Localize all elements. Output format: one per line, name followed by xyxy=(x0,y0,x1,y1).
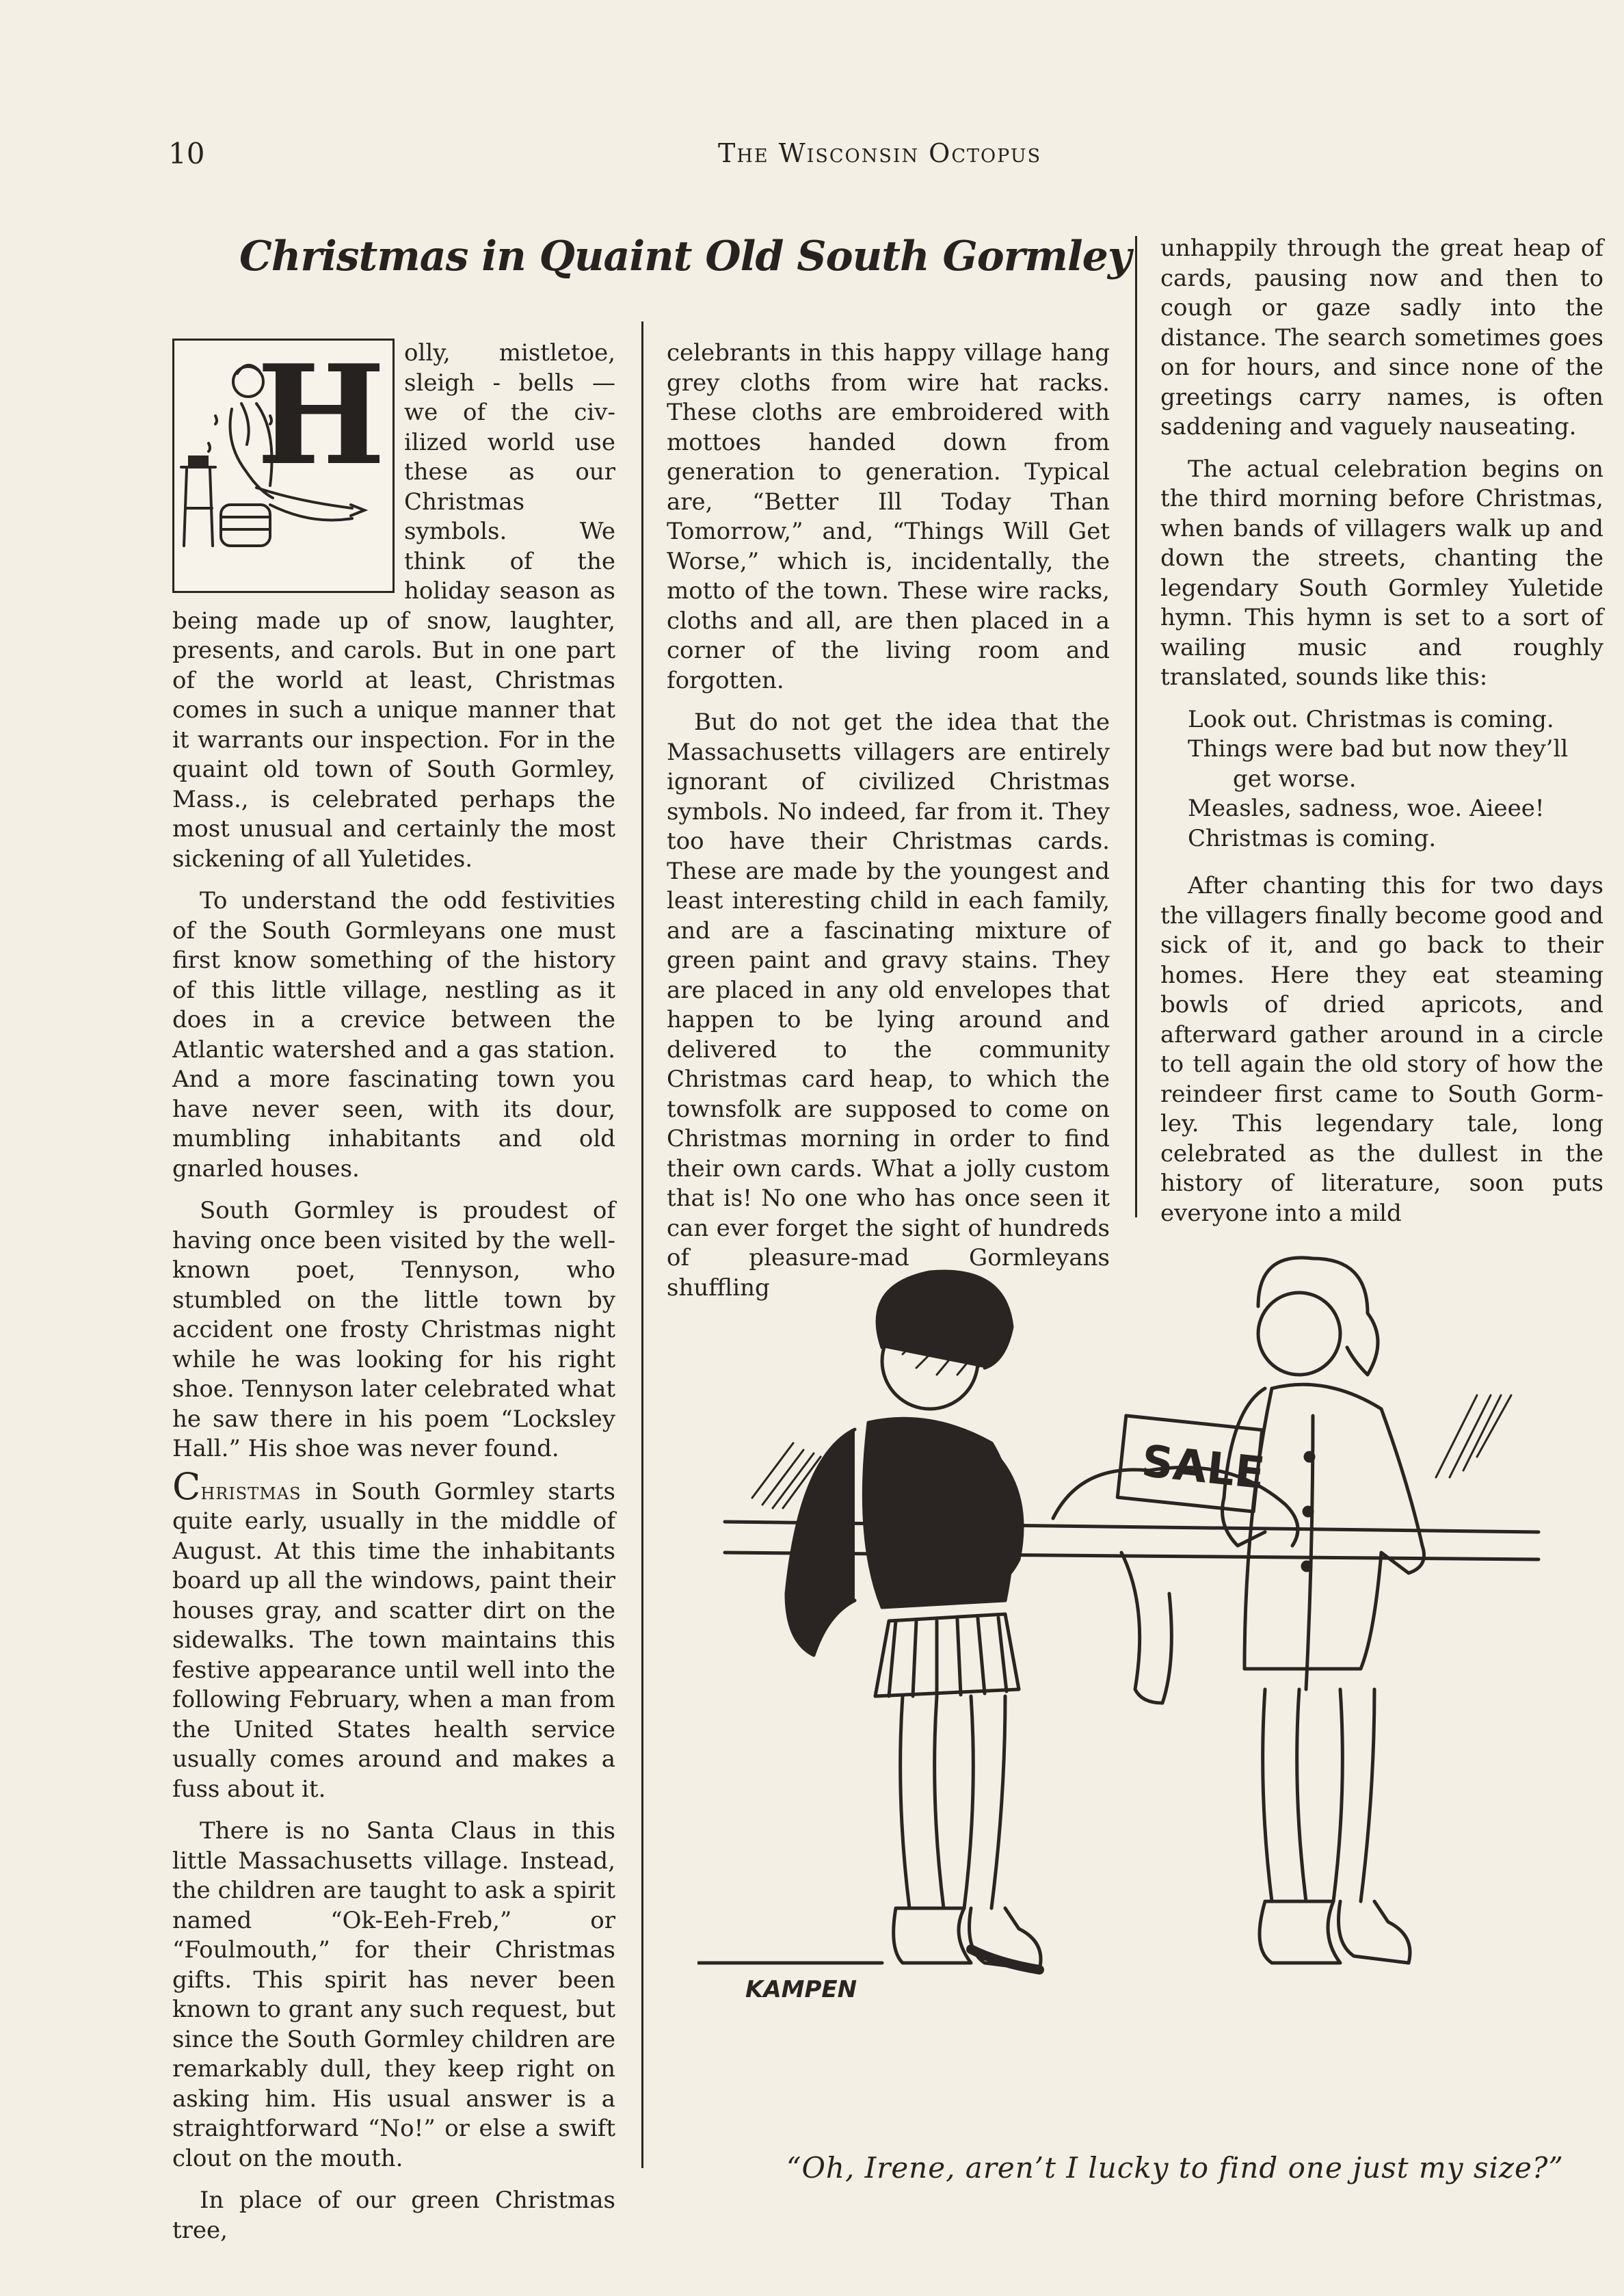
cartoon-illustration xyxy=(697,1252,1586,2141)
paragraph-text: in South Gormley starts quite early, usually in the middle of August. At this time the inhabitants board up all the windows, paint their houses gray, and scatter dirt on the sidewalks. The town maintains this festive appearance until well into the following February, when a man from the United States health service usually comes around and makes a fuss about it. xyxy=(172,1477,615,1803)
page-number: 10 xyxy=(168,137,205,170)
hymn-line: Things were bad but now they’ll xyxy=(1188,735,1569,763)
paragraph: The actual celebration begins on the third morning before Christmas, when bands of villagers walk up and down the streets, chanting the legendary South Gormley Yuletide hymn. This hymn is set to a sort of wailing music and roughly translated, sounds like this: xyxy=(1160,455,1603,691)
column-rule-right xyxy=(1135,236,1137,1217)
paragraph: unhappily through the great heap of cards, pausing now and then to cough or gaze sadly into the distance. The search sometimes goes on for hours, and since none of the greetings carry names, is often saddening and vaguely nauseating. xyxy=(1160,235,1603,440)
column-rule-left xyxy=(641,321,643,2168)
paragraph: But do not get the idea that the Massachusetts villagers are entirely ignorant of civilized Christmas symbols. No indeed, far from it. They too have their Christmas cards. These are made by the youngest and least interesting child in each family, and are a fascinating mixture of green paint and gravy stains. They are placed in any old envelopes that happen to be lying around and delivered to the community Christmas card heap, to which the townsfolk are supposed to come on Christmas morning in order to find their own cards. What a jolly custom that is! No one who has once seen it can ever forget the sight of hundreds of pleasure-mad Gormleyans shuffling xyxy=(667,709,1110,1302)
column-3 xyxy=(1160,234,1603,1241)
hymn-line: get worse. xyxy=(1233,765,1357,793)
hymn-line: Christmas is coming. xyxy=(1188,824,1437,852)
paragraph: celebrants in this happy village hang grey cloths from wire hat racks. These cloths are embroidered with mottoes handed down from generation to generation. Typical are, “Better Ill Today Than Tomorrow,” and, “Things Will Get Worse,” which is, incidentally, the motto of the town. These wire racks, cloths and all, are then placed in a corner of the living room and forgotten. xyxy=(667,339,1110,694)
hymn-verse xyxy=(1188,705,1603,854)
paragraph xyxy=(172,1464,615,1805)
artist-signature: KAMPEN xyxy=(745,1976,857,2003)
dropcap-letter: H xyxy=(256,335,386,496)
hymn-line: Measles, sadness, woe. Aieee! xyxy=(1188,795,1545,822)
column-1 xyxy=(172,335,615,2258)
hymn-line: Look out. Christmas is coming. xyxy=(1188,705,1554,733)
paragraph: In place of our green Christmas tree, xyxy=(172,2187,615,2244)
paragraph: South Gormley is proudest of having once been visited by the well-known poet, Tennyson, who stumbled on the little town by accident one frosty Christmas night while he was looking for his right shoe. Tennyson later celebrated what he saw there in his poem “Locksley Hall.” His shoe was never found. xyxy=(172,1197,615,1462)
article-title: Christmas in Quaint Old South Gormley xyxy=(239,233,1131,280)
paragraph: After chanting this for two days the villagers finally become good and sick of it, and go back to their homes. Here they eat steaming bowls of dried apricots, and afterward gather around in a circle to tell again the old story of how the reindeer first came to South Gormley. This legendary tale, long celebrated as the dullest in the history of literature, soon puts everyone into a mild xyxy=(1160,872,1603,1227)
small-caps-lead: hristmas xyxy=(200,1477,302,1505)
paragraph: There is no Santa Claus in this little Massachusetts village. Instead, the children are taught to ask a spirit named “Ok-Eeh-Freb,” or “Foulmouth,” for their Christmas gifts. This spirit has never been known to grant any such request, but since the South Gormley children are remarkably dull, they keep right on asking him. His usual answer is a straightforward “No!” or else a swift clout on the mouth. xyxy=(172,1817,615,2172)
paragraph: To understand the odd festivities of the South Gormleyans one must first know something of the history of this little village, nestling as it does in a crevice between the Atlantic watershed and a gas station. And a more fascinating town you have never seen, with its dour, mumbling inhabitants and old gnarled houses. xyxy=(172,887,615,1183)
dropcap-illustration xyxy=(172,335,395,593)
paragraph: olly, mistletoe, sleigh - bells — we of the civilized world use these as our Christmas symbols. We think of the holiday season as being made up of snow, laughter, presents, and carols. But in one part of the world at least, Christmas comes in such a unique manner that it warrants our inspection. For in the quaint old town of South Gormley, Mass., is celebrated perhaps the most unusual and certainly the most sickening of all Yuletides. xyxy=(172,339,615,873)
cartoon-caption: “Oh, Irene, aren’t I lucky to find one just my size?” xyxy=(786,2151,1564,2185)
initial-capital: C xyxy=(172,1464,201,1508)
column-2 xyxy=(667,339,1110,1315)
running-head: The Wisconsin Octopus xyxy=(718,138,1042,168)
sale-sign-text: SALE xyxy=(1139,1436,1267,1500)
